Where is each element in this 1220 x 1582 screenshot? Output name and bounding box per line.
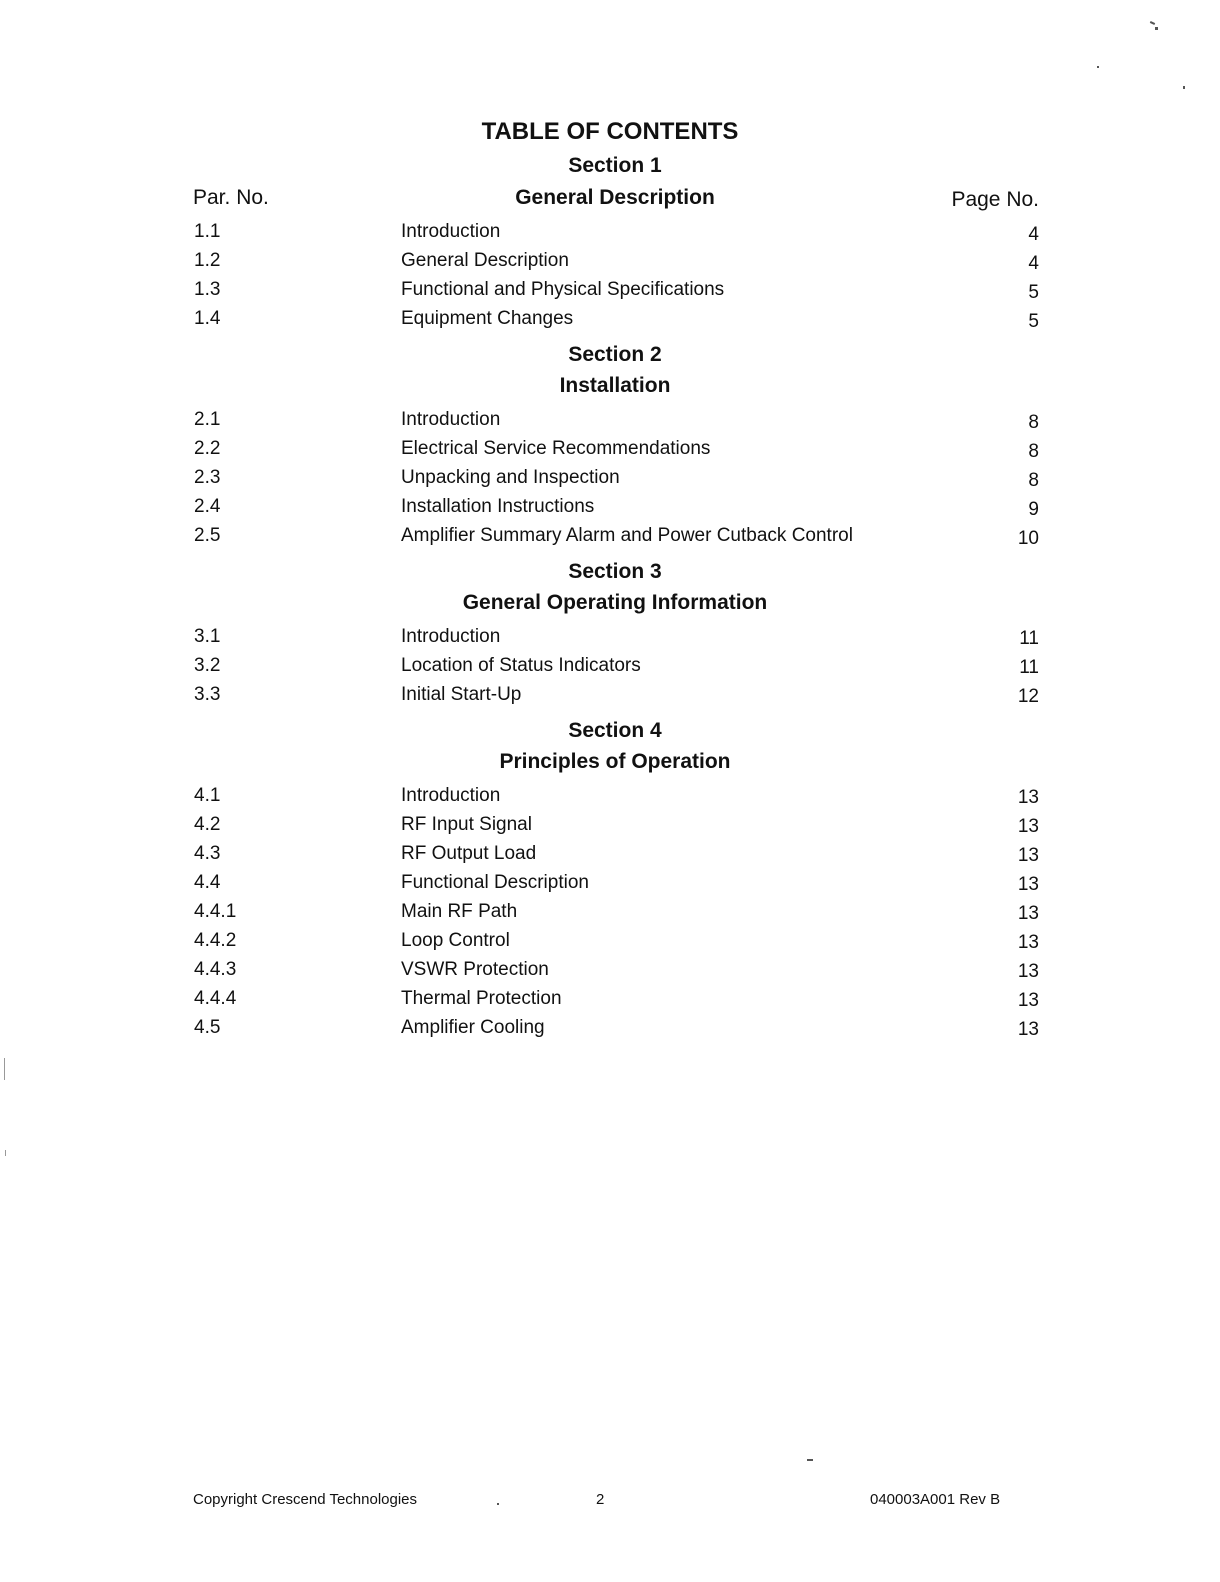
entry-title: Equipment Changes (401, 308, 574, 329)
entry-title: Introduction (401, 221, 501, 242)
section-2-title: Installation (559, 374, 671, 397)
page-number: 10 (1017, 528, 1039, 549)
toc-entry (0, 525, 1220, 554)
par-number: 2.2 (194, 438, 221, 459)
par-number: 4.1 (194, 785, 221, 806)
par-number: 1.3 (194, 279, 221, 300)
page-number: 4 (1028, 253, 1039, 274)
page-number: 13 (1017, 874, 1039, 895)
entry-title: Unpacking and Inspection (401, 467, 620, 488)
toc-entry (0, 655, 1220, 684)
page-number: 13 (1017, 961, 1039, 982)
section-3-title: General Operating Information (462, 591, 768, 614)
toc-entry (0, 930, 1220, 959)
entry-title: Functional and Physical Specifications (401, 279, 725, 300)
par-number: 4.5 (194, 1017, 221, 1038)
entry-title: Location of Status Indicators (401, 655, 641, 676)
toc-entry (0, 684, 1220, 713)
entry-title: Main RF Path (401, 901, 518, 922)
entry-title: Introduction (401, 626, 501, 647)
toc-entry (0, 901, 1220, 930)
par-number: 4.4 (194, 872, 221, 893)
scan-speck (497, 1503, 499, 1505)
par-number: 4.4.4 (194, 988, 237, 1009)
scan-speck (5, 1150, 6, 1156)
toc-entry (0, 988, 1220, 1017)
footer-copyright: Copyright Crescend Technologies (193, 1491, 418, 1508)
entry-title: Initial Start-Up (401, 684, 522, 705)
toc-entry (0, 221, 1220, 250)
page-number: 4 (1028, 224, 1039, 245)
toc-entry (0, 308, 1220, 337)
page-number: 11 (1019, 657, 1039, 678)
par-no-column-header: Par. No. (193, 186, 269, 209)
page-number: 8 (1028, 441, 1039, 462)
page-no-column-header: Page No. (951, 188, 1039, 211)
par-number: 4.2 (194, 814, 221, 835)
entry-title: Amplifier Cooling (401, 1017, 545, 1038)
page-number: 13 (1017, 990, 1039, 1011)
entry-title: Amplifier Summary Alarm and Power Cutback Control (401, 525, 853, 546)
toc-entry (0, 785, 1220, 814)
toc-entry (0, 872, 1220, 901)
par-number: 3.1 (194, 626, 221, 647)
page-number: 13 (1017, 932, 1039, 953)
entry-title: Installation Instructions (401, 496, 595, 517)
section-2-number: Section 2 (568, 343, 662, 366)
page-number: 13 (1017, 845, 1039, 866)
footer-page-number: 2 (596, 1491, 605, 1508)
section-4-title: Principles of Operation (499, 750, 731, 773)
page-number: 13 (1017, 903, 1039, 924)
page-number: 13 (1017, 816, 1039, 837)
toc-entry (0, 409, 1220, 438)
page-number: 9 (1028, 499, 1039, 520)
par-number: 4.4.2 (194, 930, 237, 951)
page-number: 8 (1028, 412, 1039, 433)
page-number: 5 (1028, 311, 1039, 332)
par-number: 4.4.1 (194, 901, 237, 922)
toc-entry (0, 250, 1220, 279)
footer-document-id: 040003A001 Rev B (870, 1491, 1001, 1508)
toc-entry (0, 626, 1220, 655)
par-number: 3.3 (194, 684, 221, 705)
scan-speck (807, 1459, 813, 1461)
toc-entry (0, 496, 1220, 525)
par-number: 2.3 (194, 467, 221, 488)
toc-entry (0, 467, 1220, 496)
entry-title: VSWR Protection (401, 959, 549, 980)
entry-title: Introduction (401, 409, 501, 430)
par-number: 2.4 (194, 496, 221, 517)
scan-speck (1183, 86, 1185, 89)
page-number: 8 (1028, 470, 1039, 491)
entry-title: Loop Control (401, 930, 510, 951)
par-number: 1.2 (194, 250, 221, 271)
toc-entry (0, 1017, 1220, 1046)
toc-entry (0, 843, 1220, 872)
scan-speck (1150, 21, 1155, 25)
entry-title: RF Output Load (401, 843, 537, 864)
par-number: 4.4.3 (194, 959, 237, 980)
entry-title: Thermal Protection (401, 988, 562, 1009)
page-number: 5 (1028, 282, 1039, 303)
par-number: 3.2 (194, 655, 221, 676)
page-number: 12 (1017, 686, 1039, 707)
toc-entry (0, 814, 1220, 843)
section-1-title: General Description (515, 186, 715, 209)
par-number: 1.1 (194, 221, 221, 242)
page-number: 11 (1019, 628, 1039, 649)
par-number: 2.1 (194, 409, 221, 430)
scan-speck (4, 1058, 5, 1080)
par-number: 4.3 (194, 843, 221, 864)
toc-entry (0, 279, 1220, 308)
par-number: 2.5 (194, 525, 221, 546)
entry-title: Functional Description (401, 872, 589, 893)
par-number: 1.4 (194, 308, 221, 329)
section-1-number: Section 1 (568, 154, 662, 177)
entry-title: Introduction (401, 785, 501, 806)
toc-entry (0, 438, 1220, 467)
page-title: TABLE OF CONTENTS (481, 118, 739, 145)
section-3-number: Section 3 (568, 560, 662, 583)
toc-entry (0, 959, 1220, 988)
section-4-number: Section 4 (568, 719, 662, 742)
scan-speck (1155, 27, 1158, 30)
entry-title: General Description (401, 250, 569, 271)
page-number: 13 (1017, 1019, 1039, 1040)
page-number: 13 (1017, 787, 1039, 808)
entry-title: Electrical Service Recommendations (401, 438, 711, 459)
entry-title: RF Input Signal (401, 814, 532, 835)
scan-speck (1097, 66, 1099, 68)
